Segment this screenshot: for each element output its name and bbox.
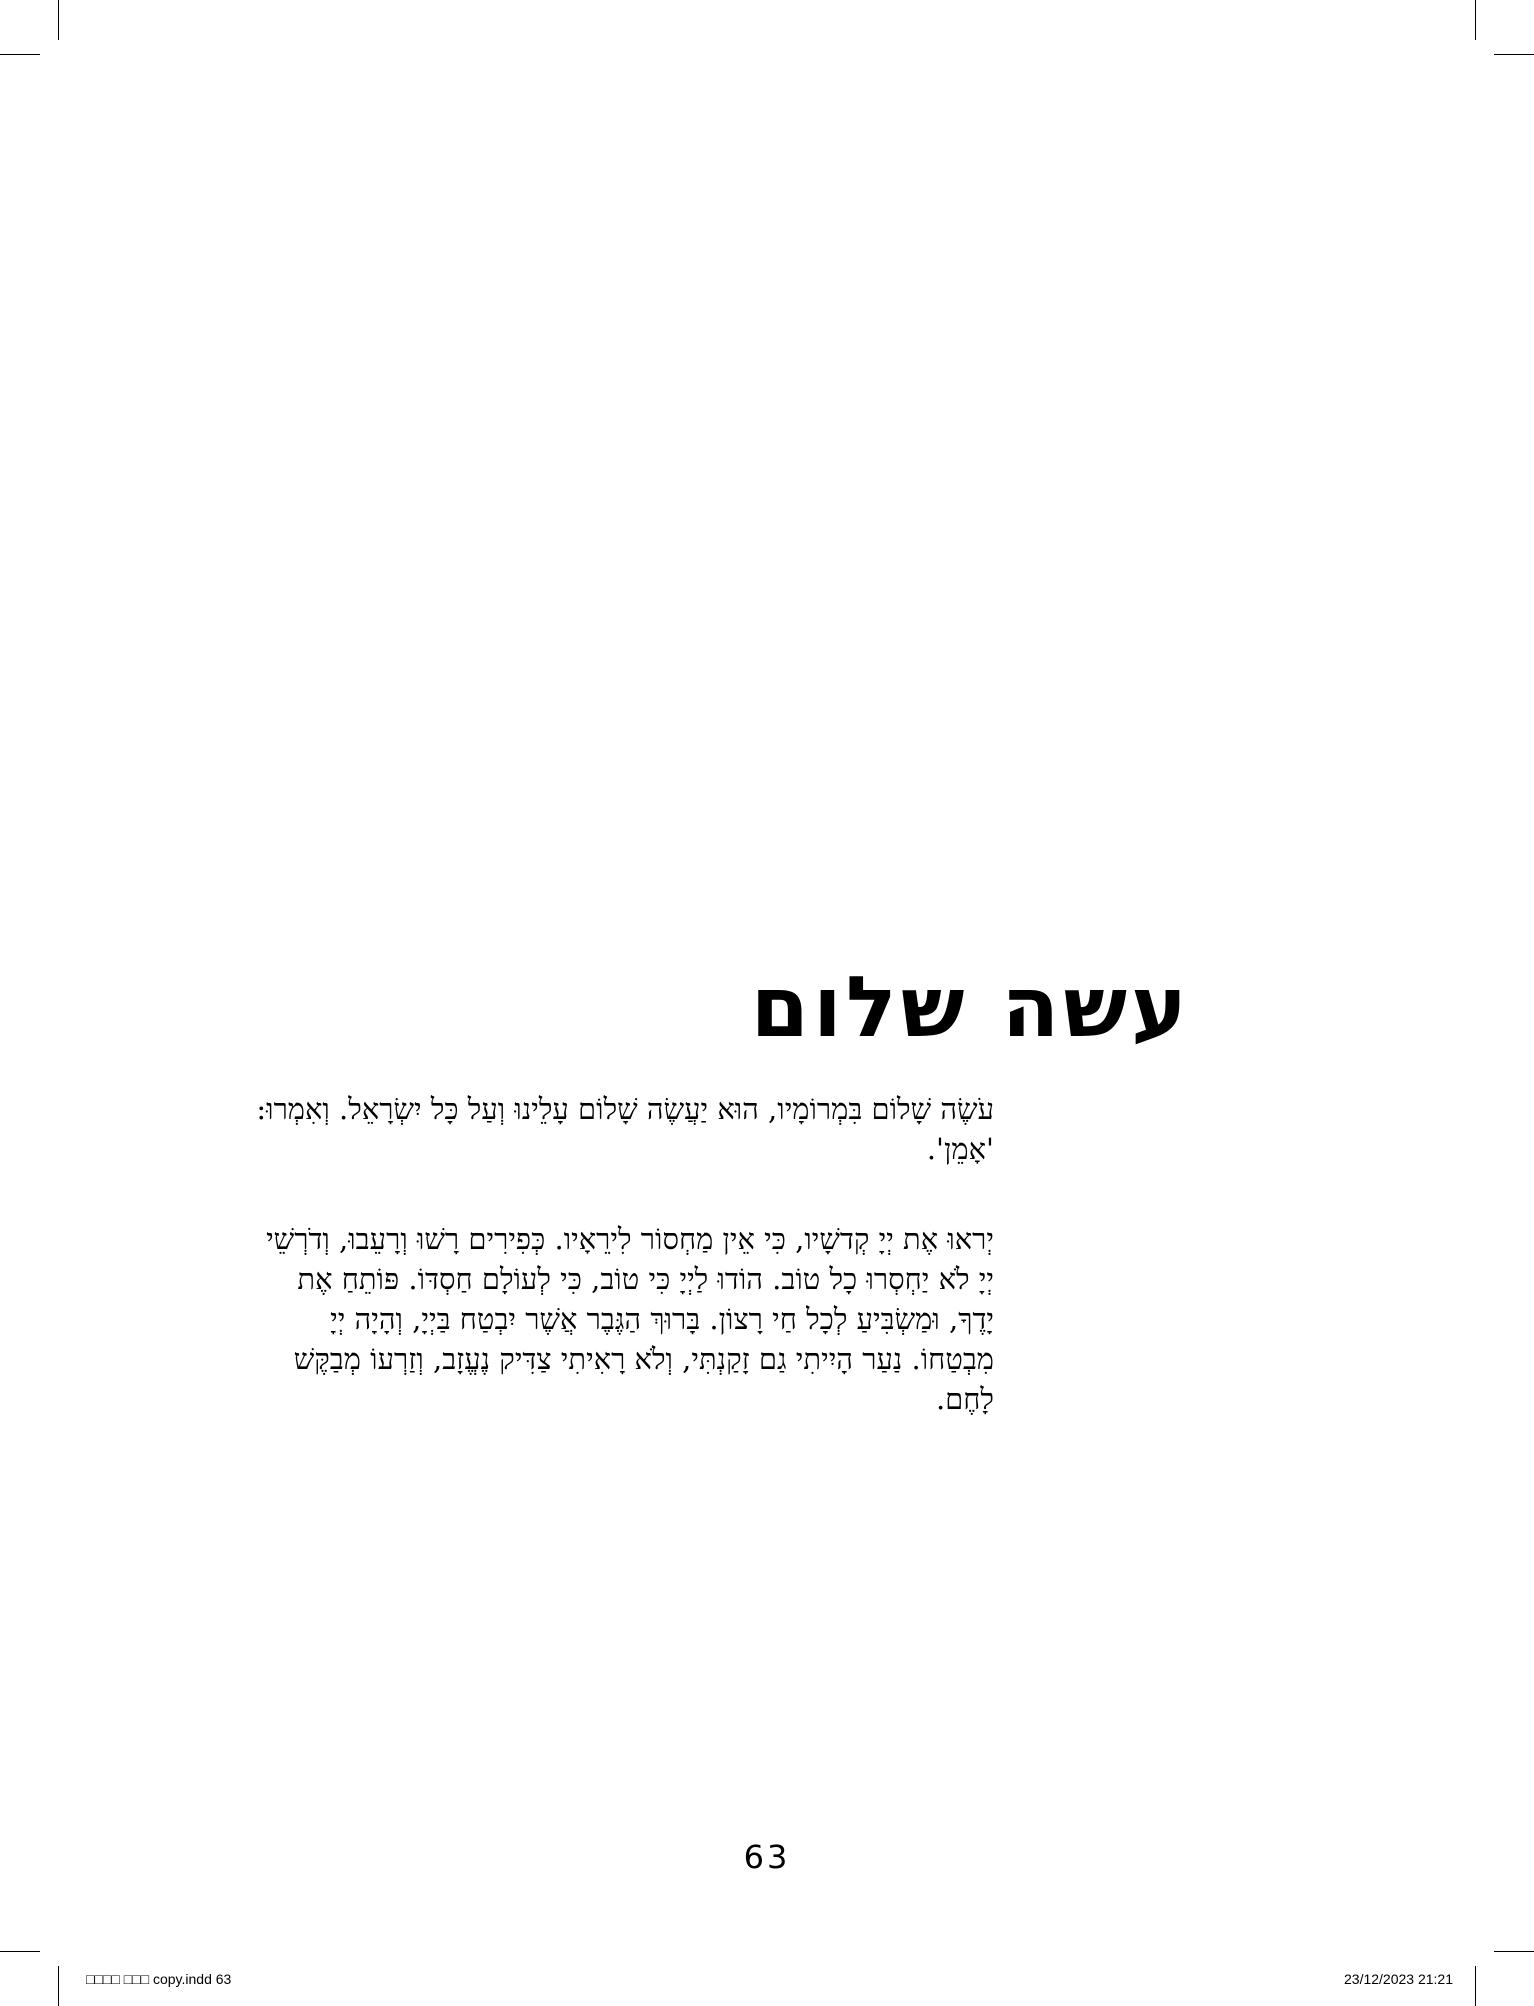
crop-mark: [1475, 1966, 1476, 2006]
crop-mark: [58, 0, 59, 40]
crop-mark: [1475, 0, 1476, 40]
crop-mark: [1494, 54, 1534, 55]
body-paragraph: עֹשֶׂה שָׁלוֹם בִּמְרוֹמָיו, הוּא יַעֲשֶׂה שָׁלוֹם עָלֵינוּ וְעַל כָּל יִשְׂרָאֵל. וְאִמְרוּ: 'אָמֵן'.: [256, 1092, 994, 1166]
body-paragraph: יְראוּ אֶת יְיָ קְדשָׁיו, כִּי אֵין מַחְסוֹר לִירֵאָיו. כְּפִירִים רָשׁוּ וְרָעֵבוּ, וְדֹרְשֵׁי יְיָ לֹא יַחְסְרוּ כָל טוֹב. הוֹדוּ לַיְיָ כִּי טוֹב, כִּי לְעוֹלָם חַסְדּוֹ. פּוֹתֵחַ אֶת יָדֶךָ, וּמַשְׂבִּיעַ לְכָל חַי רָצוֹן. בָּרוּךְ הַגֶּבֶר אֲשֶׁר יִבְטַח בַּיְיָ, וְהָיָה יְיָ מִבְטַחוֹ. נַעַר הָיִיתִי גַם זָקַנְתִּי, וְלֹא רָאִיתִי צַדִּיק נֶעֱזָב, וְזַרְעוֹ מְבַקֶּשׁ לָחֶם.: [266, 1222, 994, 1416]
crop-mark: [0, 1951, 40, 1952]
crop-mark: [58, 1966, 59, 2006]
crop-mark: [1494, 1951, 1534, 1952]
slug-date-time: 23/12/2023 21:21: [1344, 1971, 1453, 1987]
slug-file-info: □□□□ □□□ copy.indd 63: [86, 1971, 232, 1987]
crop-mark: [0, 54, 40, 55]
page-number: 63: [743, 1838, 791, 1876]
page-title: עשה שלום: [750, 958, 1191, 1056]
